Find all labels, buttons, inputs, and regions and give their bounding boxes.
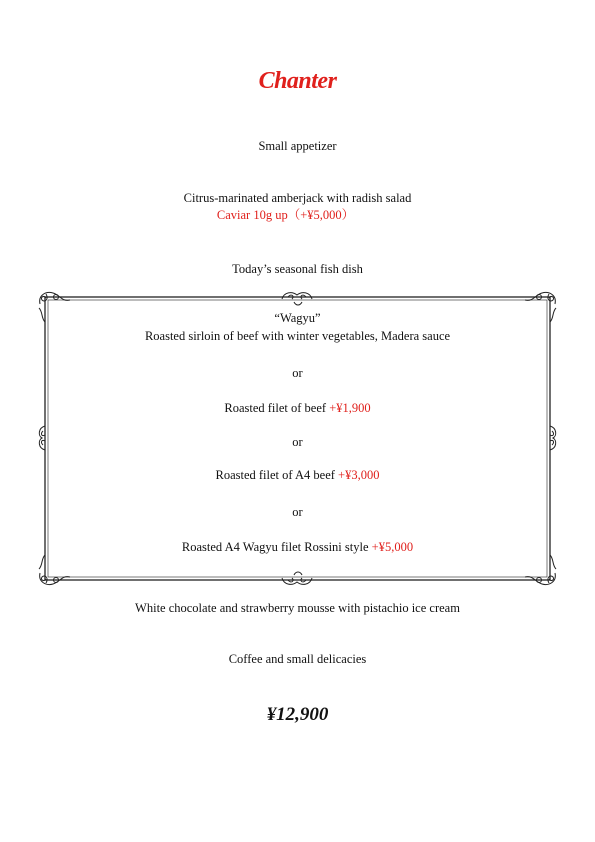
course-small-appetizer: Small appetizer [258, 139, 337, 153]
menu-price: ¥12,900 [266, 704, 329, 725]
or-separator: or [292, 505, 303, 519]
course-fish: Today’s seasonal fish dish [232, 262, 363, 276]
main-option-3 [0, 539, 595, 555]
option-1-surcharge: +¥1,900 [329, 401, 371, 415]
bottom-center-ornament [282, 572, 312, 584]
option-1-name: Roasted filet of beef [224, 401, 327, 415]
course-amberjack: Citrus-marinated amberjack with radish salad [183, 191, 412, 205]
main-base-dish: Roasted sirloin of beef with winter vegetables, Madera sauce [144, 329, 451, 343]
caviar-option: Caviar 10g up（+¥5,000） [216, 208, 355, 222]
or-separator: or [292, 435, 303, 449]
main-option-2 [0, 467, 595, 483]
option-2-surcharge: +¥3,000 [338, 468, 380, 482]
main-heading: “Wagyu” [274, 311, 321, 325]
or-separator: or [292, 366, 303, 380]
option-2-name: Roasted filet of A4 beef [215, 468, 335, 482]
menu-title: Chanter [258, 68, 337, 94]
option-3-name: Roasted A4 Wagyu filet Rossini style [181, 540, 369, 554]
main-option-1 [0, 400, 595, 416]
course-dessert: White chocolate and strawberry mousse with pistachio ice cream [135, 601, 460, 615]
course-coffee: Coffee and small delicacies [228, 652, 367, 666]
top-center-ornament [282, 293, 312, 305]
option-3-surcharge: +¥5,000 [371, 540, 414, 554]
